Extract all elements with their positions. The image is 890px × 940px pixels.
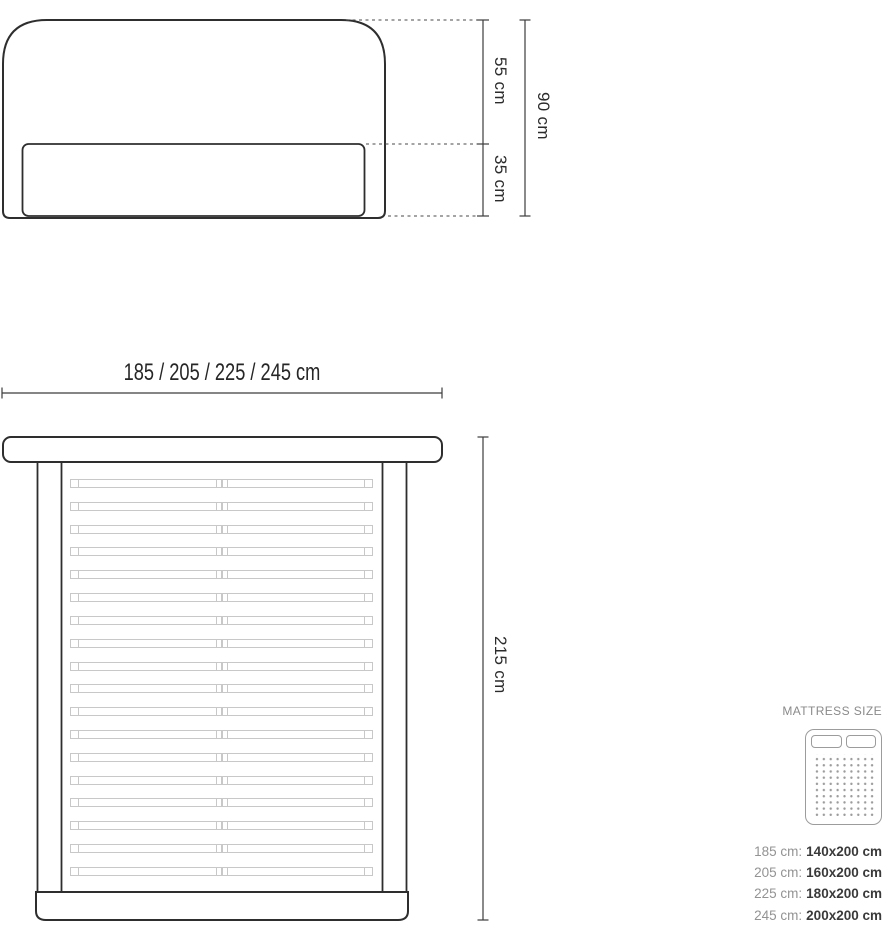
dim-label-35cm: 35 cm: [491, 155, 510, 203]
slat: [70, 707, 373, 716]
slat: [70, 684, 373, 693]
slat-bar: [227, 593, 366, 602]
frame-width-label: 205 cm:: [754, 865, 803, 881]
dim-label-215cm: 215 cm: [491, 636, 510, 694]
slat: [70, 867, 373, 876]
slat-bar: [227, 502, 366, 511]
pillow-icon: [811, 735, 842, 748]
slat-end-cap: [364, 730, 373, 739]
mattress-top-view-icon: [805, 729, 882, 825]
slat-end-cap: [364, 525, 373, 534]
frame-width-label: 245 cm:: [754, 907, 803, 923]
slat-end-cap: [364, 662, 373, 671]
slat-end-cap: [364, 684, 373, 693]
slat-bar: [78, 593, 217, 602]
slat-bar: [78, 684, 217, 693]
slat-end-cap: [364, 547, 373, 556]
front-view-drawing: [0, 0, 570, 250]
dimension-line-55-35: [477, 20, 489, 216]
slat: [70, 844, 373, 853]
slat: [70, 753, 373, 762]
slat-end-cap: [364, 616, 373, 625]
mattress-size-value: 200x200 cm: [806, 907, 882, 923]
slat-bar: [227, 844, 366, 853]
slat-bar: [227, 867, 366, 876]
slat: [70, 798, 373, 807]
slat-bar: [227, 547, 366, 556]
bed-base-outline: [23, 144, 365, 216]
slat-bar: [227, 776, 366, 785]
mattress-size-value: 140x200 cm: [806, 844, 882, 859]
slat-end-cap: [364, 707, 373, 716]
slat: [70, 525, 373, 534]
slat-bar: [227, 798, 366, 807]
slat-end-cap: [364, 479, 373, 488]
mattress-size-row: [700, 862, 882, 883]
slat-bar: [78, 867, 217, 876]
slat: [70, 570, 373, 579]
slat-end-cap: [364, 502, 373, 511]
slat-end-cap: [364, 867, 373, 876]
dim-label-90cm: 90 cm: [534, 92, 553, 140]
slat-bar: [78, 776, 217, 785]
mattress-size-value: 180x200 cm: [806, 886, 882, 902]
slat-end-cap: [364, 844, 373, 853]
slat-bar: [78, 821, 217, 830]
pillows: [811, 735, 876, 748]
slat-bar: [78, 479, 217, 488]
slat-bar: [227, 753, 366, 762]
frame-width-label: 185 cm:: [754, 844, 803, 859]
dim-label-width: 185 / 205 / 225 / 245 cm: [123, 359, 321, 386]
slat: [70, 821, 373, 830]
slat-bar: [78, 662, 217, 671]
dimension-line-90: [520, 20, 531, 216]
footboard-outline: [36, 892, 408, 920]
slat-bar: [78, 525, 217, 534]
slat: [70, 547, 373, 556]
slat-bar: [227, 525, 366, 534]
slat-end-cap: [364, 570, 373, 579]
dim-label-55cm: 55 cm: [491, 57, 510, 105]
slat-bar: [227, 570, 366, 579]
mattress-size-row: [700, 841, 882, 862]
headboard-top-outline: [3, 437, 442, 462]
mattress-size-list: [700, 841, 882, 926]
slat-bar: [227, 684, 366, 693]
slat-bar: [78, 502, 217, 511]
slat-bar: [227, 639, 366, 648]
dimension-line-width: [2, 388, 442, 399]
mattress-size-value: 160x200 cm: [806, 865, 882, 881]
slat: [70, 730, 373, 739]
slat-end-cap: [364, 776, 373, 785]
slat: [70, 479, 373, 488]
slat-bar: [78, 616, 217, 625]
slat: [70, 776, 373, 785]
mattress-size-title: MATTRESS SIZE: [782, 704, 882, 718]
slat: [70, 616, 373, 625]
mattress-tufting-dots: [812, 754, 875, 818]
slat-bar: [227, 662, 366, 671]
slat-end-cap: [364, 753, 373, 762]
slat-bar: [78, 844, 217, 853]
slat: [70, 639, 373, 648]
slat-bar: [78, 639, 217, 648]
slat-bar: [78, 707, 217, 716]
slat: [70, 593, 373, 602]
slat-bar: [78, 547, 217, 556]
slat-bar: [78, 730, 217, 739]
slat-bar: [227, 821, 366, 830]
slat-bar: [227, 616, 366, 625]
slat-bar: [227, 479, 366, 488]
pillow-icon: [846, 735, 877, 748]
slat-end-cap: [364, 798, 373, 807]
slat-bar: [78, 570, 217, 579]
slat-end-cap: [364, 593, 373, 602]
mattress-size-row: [700, 905, 882, 926]
slat: [70, 662, 373, 671]
slat-end-cap: [364, 821, 373, 830]
mattress-size-row: [700, 883, 882, 904]
slat-bar: [78, 753, 217, 762]
slat-bar: [227, 730, 366, 739]
slat-bar: [78, 798, 217, 807]
slat-end-cap: [364, 639, 373, 648]
slat-base: [70, 479, 373, 876]
dimension-line-length: [478, 437, 489, 920]
slat-bar: [227, 707, 366, 716]
slat: [70, 502, 373, 511]
frame-width-label: 225 cm:: [754, 886, 803, 902]
